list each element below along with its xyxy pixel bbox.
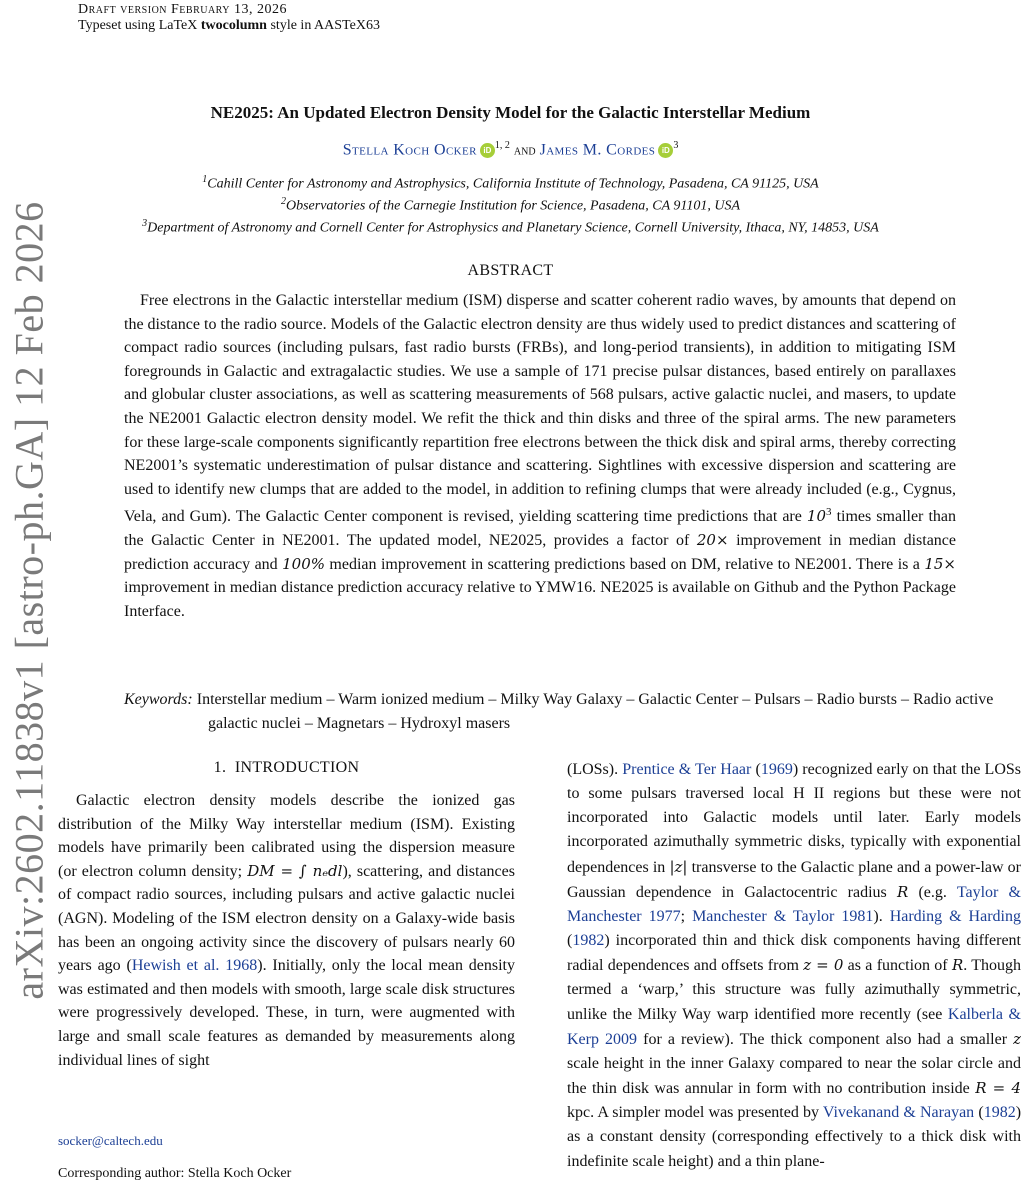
author1-affiliation-marks: 1, 2 — [494, 140, 510, 151]
abstract-heading: ABSTRACT — [467, 262, 554, 279]
keywords-list: Interstellar medium – Warm ionized medium – Milky Way Galaxy – Galactic Center – Pulsars – Radio bursts – Radio active galactic nuclei – Magnetars – Hydroxyl masers — [196, 691, 994, 732]
citation-link[interactable]: Kalberla & Kerp 2009 — [567, 1005, 1021, 1048]
affiliation: $^2$Observatories of the Carnegie Institution for Science, Pasadena, CA 91101, USA — [280, 196, 741, 214]
left-column-text: Galactic electron density models describe the ionized gas distribution of the Milky Way interstellar medium (ISM). Existing models have primarily been calibrated using the dispersion measure (or electron column density; DM = ∫ nₑdl), scattering, and distances of compact radio sources, including pulsars and active galactic nuclei (AGN). Modeling of the ISM electron density on a Galaxy-wide basis has been an ongoing activity since the discovery of pulsars nearly 60 years ago (Hewish et al. 1968). Initially, only the local mean density was estimated and then models with smooth, large scale disk structures were progressively developed. These, in turn, were augmented with large and small scale features as demanded by measurements along individual lines of sight — [58, 792, 515, 1069]
citation-link[interactable]: Prentice & Ter Haar — [622, 761, 752, 778]
citation-link[interactable]: Taylor & Manchester 1977 — [567, 883, 1021, 925]
citation-link[interactable]: 1969 — [760, 761, 793, 778]
affiliation: $^1$Cahill Center for Astronomy and Astrophysics, California Institute of Technology, Pasadena, CA 91125, USA — [202, 174, 819, 192]
keywords-label: Keywords: — [124, 691, 193, 708]
orcid-icon[interactable]: iD — [480, 143, 495, 158]
draft-version: Draft version February 13, 2026 — [78, 2, 288, 17]
citation-link[interactable]: Harding & Harding — [889, 907, 1021, 925]
abstract-text: Free electrons in the Galactic interstellar medium (ISM) disperse and scatter coherent radio waves, by amounts that depend on the distance to the radio source. Models of the Galactic electron density are thus widely used to predict distances and scattering of compact radio sources (including pulsars, fast radio bursts (FRBs), and long-period transients), in addition to mitigating ISM foregrounds in Galactic and extragalactic studies. We use a sample of 171 precise pulsar distances, based entirely on parallaxes and globular cluster associations, as well as scattering measurements of 568 pulsars, active galactic nuclei, and masers, to update the NE2001 Galactic electron density model. We refit the thick and thin disks and three of the spiral arms. The new parameters for these large-scale components significantly repartition free electrons between the thick disk and spiral arms, thereby correcting NE2001’s systematic underestimation of pulsar distance and scattering. Sightlines with excessive dispersion and scattering are used to identify new clumps that are added to the model, in addition to refining clumps that were already included (e.g., Cygnus, Vela, and Gum). The Galactic Center component is revised, yielding scattering time predictions that are $10^3$ times smaller than the Galactic Center in NE2001. The updated model, NE2025, provides a factor of 20× improvement in median distance prediction accuracy and 100% median improvement in scattering predictions based on DM, relative to NE2001. There is a 15× improvement in median distance prediction accuracy relative to YMW16. NE2025 is available on Github and the Python Package Interface. — [124, 292, 957, 620]
dm-formula: DM = ∫ nₑdl — [247, 861, 343, 880]
author-line — [0, 140, 1021, 159]
right-column-text: (LOSs). Prentice & Ter Haar (1969) recognized early on that the LOSs to some pulsars traversed local H II regions but these were not incorporated into Galactic models until later. Early models incorporated azimuthally symmetric disks, typically with exponential dependences in |z| transverse to the Galactic plane and a power-law or Gaussian dependence in Galactocentric radius R (e.g. Taylor & Manchester 1977; Manchester & Taylor 1981). Harding & Harding (1982) incorporated thin and thick disk components having different radial dependences and offsets from z = 0 as a function of R. Though termed a ‘warp,’ this structure was fully azimuthally symmetric, unlike the Milky Way warp identified more recently (see Kalberla & Kerp 2009 for a review). The thick component also had a smaller z scale height in the inner Galaxy compared to near the solar circle and the thin disk was annular in form with no contribution inside R = 4 kpc. A simpler model was presented by Vivekanand & Narayan (1982) as a constant density (corresponding effectively to a thick disk with indefinite scale height) and a thin plane- — [567, 761, 1021, 1170]
email-link[interactable]: socker@caltech.edu — [58, 1133, 163, 1148]
paper-title: NE2025: An Updated Electron Density Model for the Galactic Interstellar Medium — [210, 103, 811, 122]
citation-link[interactable]: 1982 — [572, 932, 605, 950]
orcid-icon[interactable]: iD — [658, 143, 673, 158]
latex-logo: LaTeX — [158, 18, 198, 33]
running-header — [78, 2, 380, 34]
author-link-ocker[interactable]: Stella Koch Ocker — [342, 141, 477, 159]
corresponding-author: Corresponding author: Stella Koch Ocker — [58, 1166, 292, 1181]
affiliation: $^3$Department of Astronomy and Cornell Center for Astrophysics and Planetary Science, Cornell University, Ithaca, NY, 14853, USA — [142, 218, 879, 236]
citation-link[interactable]: Hewish et al. 1968 — [131, 957, 258, 975]
citation-link[interactable]: Vivekanand & Narayan — [822, 1104, 975, 1122]
arxiv-identifier: arXiv:2602.11838v1 [astro-ph.GA] 12 Feb 2026 — [6, 200, 52, 1000]
citation-link[interactable]: 1982 — [983, 1104, 1016, 1122]
typeset-line: Typeset using LaTeX twocolumn style in AASTeX63 — [78, 18, 380, 33]
section-heading: 1. INTRODUCTION — [213, 759, 360, 776]
citation-link[interactable]: Manchester & Taylor 1981 — [692, 907, 874, 925]
keywords — [124, 688, 1021, 735]
author-conjunction: and — [513, 143, 536, 159]
author2-affiliation-marks: 3 — [673, 140, 679, 151]
author-link-cordes[interactable]: James M. Cordes — [539, 141, 656, 159]
